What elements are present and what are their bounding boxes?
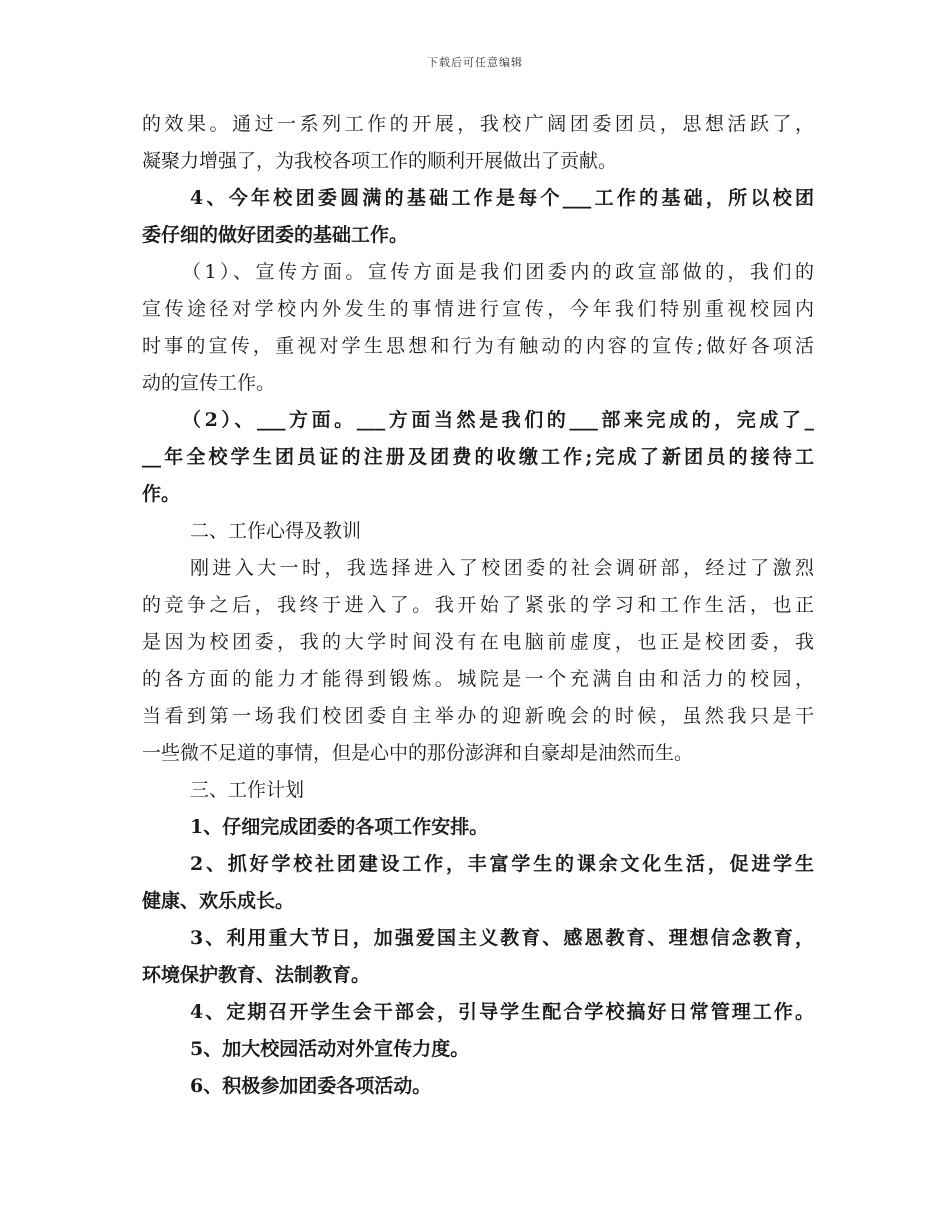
text-line: 1、仔细完成团委的各项工作安排。 bbox=[190, 816, 489, 838]
text-line: （1）、宣传方面。宣传方面是我们团委内的政宣部做的，我们的 bbox=[182, 261, 814, 283]
text-line: 宣传途径对学校内外发生的事情进行宣传，今年我们特别重视校园内 bbox=[142, 298, 814, 320]
text-line: 凝聚力增强了，为我校各项工作的顺利开展做出了贡献。 bbox=[142, 150, 618, 172]
text-line: 作。 bbox=[142, 483, 181, 505]
text-line: 委仔细的做好团委的基础工作。 bbox=[142, 224, 409, 246]
text-line: 二、工作心得及教训 bbox=[190, 520, 362, 542]
text-line: 4、今年校团委圆满的基础工作是每个___工作的基础，所以校团 bbox=[190, 187, 814, 209]
text-line: 时事的宣传，重视对学生思想和行为有触动的内容的宣传;做好各项活 bbox=[142, 335, 814, 357]
text-line: 2、抓好学校社团建设工作，丰富学生的课余文化生活，促进学生 bbox=[190, 853, 814, 875]
text-line: 的各方面的能力才能得到锻炼。城院是一个充满自由和活力的校园， bbox=[142, 668, 814, 690]
text-line: 的竞争之后，我终于进入了。我开始了紧张的学习和工作生活，也正 bbox=[142, 594, 814, 616]
text-line: 4、定期召开学生会干部会，引导学生配合学校搞好日常管理工作。 bbox=[190, 1001, 814, 1023]
text-line: 环境保护教育、法制教育。 bbox=[142, 964, 371, 986]
text-line: 一些微不足道的事情，但是心中的那份澎湃和自豪却是油然而生。 bbox=[142, 742, 694, 764]
text-line: 动的宣传工作。 bbox=[142, 372, 276, 394]
text-line: 三、工作计划 bbox=[190, 779, 305, 801]
text-line: __年全校学生团员证的注册及团费的收缴工作;完成了新团员的接待工 bbox=[142, 446, 814, 468]
page-header: 下载后可任意编辑 bbox=[427, 56, 523, 69]
text-line: 刚进入大一时，我选择进入了校团委的社会调研部，经过了激烈 bbox=[190, 557, 814, 579]
text-line: 当看到第一场我们校团委自主举办的迎新晚会的时候，虽然我只是干 bbox=[142, 705, 814, 727]
document-body bbox=[142, 106, 814, 1105]
text-line: 是因为校团委，我的大学时间没有在电脑前虚度，也正是校团委，我 bbox=[142, 631, 814, 653]
text-line: 的效果。通过一系列工作的开展，我校广阔团委团员，思想活跃了， bbox=[142, 113, 814, 135]
text-line: （2）、___方面。___方面当然是我们的___部来完成的，完成了_ bbox=[182, 409, 814, 431]
text-line: 5、加大校园活动对外宣传力度。 bbox=[190, 1038, 470, 1060]
text-line: 健康、欢乐成长。 bbox=[142, 890, 295, 912]
text-line: 3、利用重大节日，加强爱国主义教育、感恩教育、理想信念教育， bbox=[190, 927, 814, 949]
text-line: 6、积极参加团委各项活动。 bbox=[190, 1075, 432, 1097]
